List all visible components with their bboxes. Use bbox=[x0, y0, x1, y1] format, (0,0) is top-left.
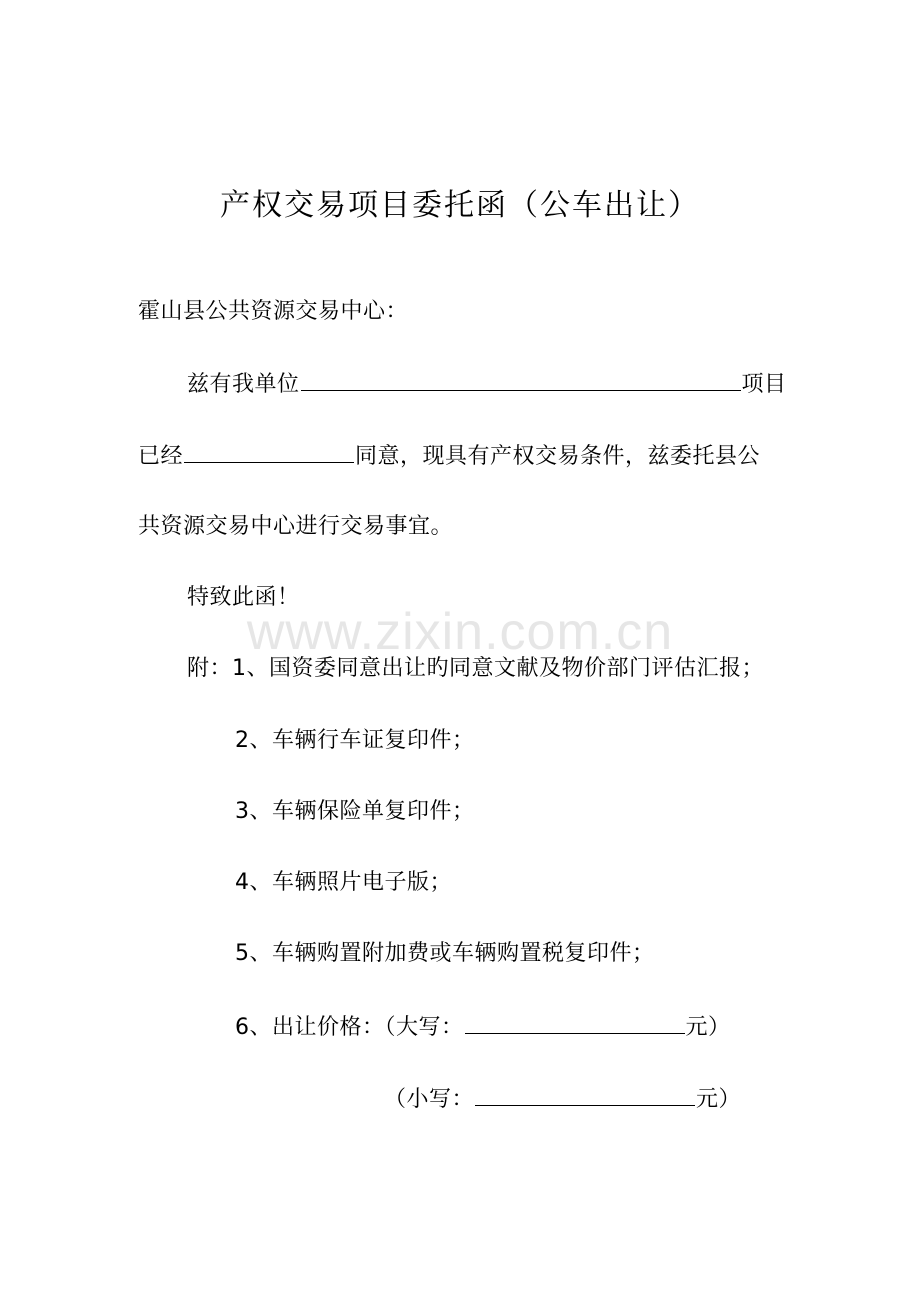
price-uppercase-blank[interactable] bbox=[465, 1011, 685, 1034]
price-lowercase-blank[interactable] bbox=[475, 1083, 695, 1106]
paragraph-1-start: 兹有我单位 bbox=[187, 372, 300, 397]
approver-blank[interactable] bbox=[184, 440, 354, 463]
attachment-item-4: 4、车辆照片电子版； bbox=[235, 870, 452, 895]
watermark: www.zixin.com.cn bbox=[246, 603, 674, 661]
attachment-item-1: 附：1、国资委同意出让旳同意文献及物价部门评估汇报； bbox=[187, 656, 764, 681]
attachment-item-6 bbox=[235, 1011, 731, 1043]
price-uppercase-unit: 元） bbox=[685, 1015, 731, 1040]
closing-line: 特致此函！ bbox=[187, 585, 300, 610]
price-lowercase-unit: 元） bbox=[696, 1087, 742, 1112]
paragraph-1-end: 项目 bbox=[741, 372, 787, 397]
paragraph-2-start: 已经 bbox=[138, 444, 184, 469]
price-lowercase-label: （小写： bbox=[384, 1087, 475, 1112]
paragraph-1 bbox=[187, 368, 787, 400]
document-title: 产权交易项目委托函（公车出让） bbox=[220, 188, 700, 223]
attachment-item-5: 5、车辆购置附加费或车辆购置税复印件； bbox=[235, 941, 655, 966]
paragraph-2 bbox=[138, 440, 760, 472]
attachment-item-2: 2、车辆行车证复印件； bbox=[235, 728, 475, 753]
price-uppercase-label: 6、出让价格：（大写： bbox=[235, 1015, 464, 1040]
paragraph-2-end: 同意，现具有产权交易条件，兹委托县公 bbox=[355, 444, 761, 469]
unit-name-blank[interactable] bbox=[301, 368, 741, 391]
recipient-line: 霍山县公共资源交易中心： bbox=[138, 299, 409, 324]
attachment-item-6-lowercase bbox=[384, 1083, 741, 1115]
paragraph-3: 共资源交易中心进行交易事宜。 bbox=[138, 514, 454, 539]
attachment-item-3: 3、车辆保险单复印件； bbox=[235, 799, 475, 824]
